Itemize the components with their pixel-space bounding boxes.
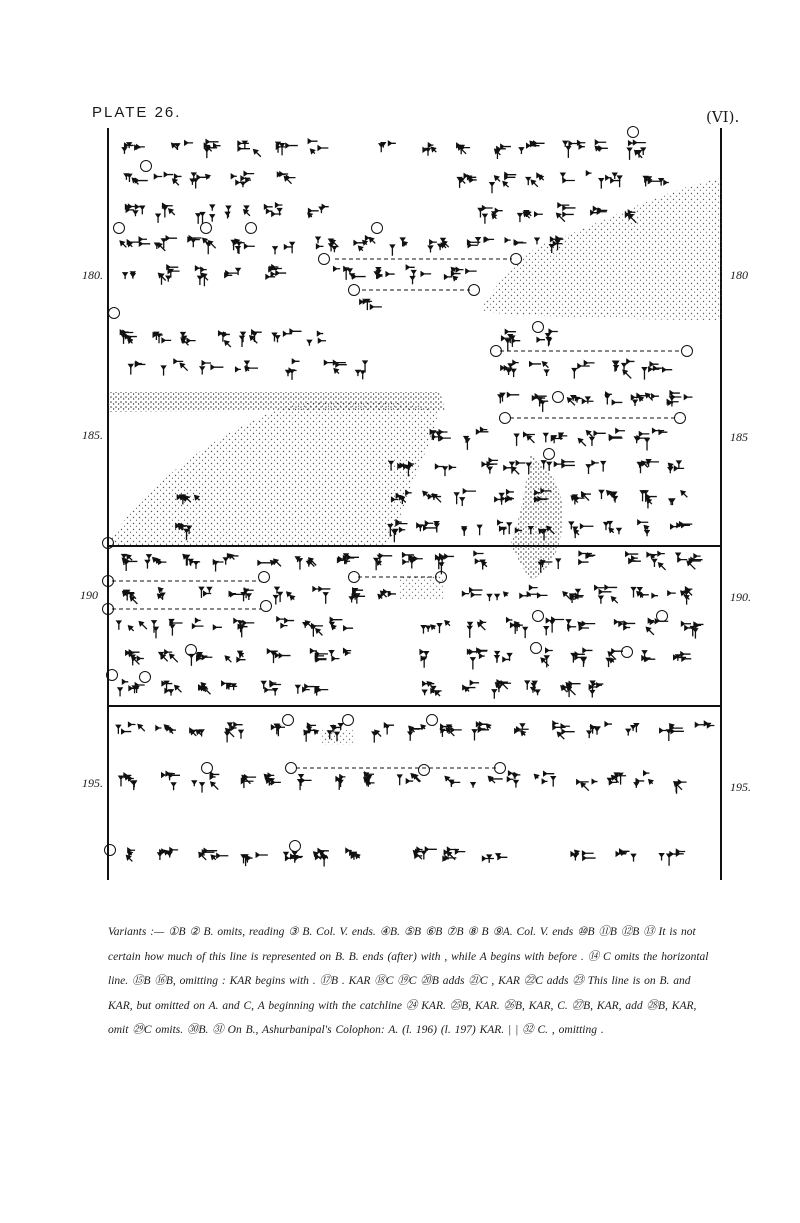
line-number-right-185: 185 <box>730 430 748 444</box>
cuneiform-sign <box>577 780 598 791</box>
cuneiform-sign <box>660 849 686 865</box>
cuneiform-sign <box>430 430 451 441</box>
cuneiform-sign <box>535 489 552 502</box>
reference-numeral-circle <box>682 346 693 357</box>
cuneiform-sign <box>272 329 301 342</box>
cuneiform-sign <box>579 551 595 564</box>
cuneiform-sign <box>443 847 465 860</box>
cuneiform-sign <box>668 461 684 473</box>
line-number-left-185: 185. <box>82 428 103 442</box>
cuneiform-sign <box>159 650 178 662</box>
cuneiform-sign <box>350 588 365 604</box>
reference-numeral-circle <box>349 572 360 583</box>
cuneiform-sign <box>609 429 625 440</box>
reference-numeral-circle <box>372 223 383 234</box>
cuneiform-sign <box>435 464 456 476</box>
cuneiform-sign <box>388 520 407 542</box>
cuneiform-sign <box>604 521 621 534</box>
cuneiform-sign <box>605 392 622 404</box>
cuneiform-sign <box>199 587 211 598</box>
cuneiform-sign <box>641 491 657 509</box>
cuneiform-sign <box>172 141 193 150</box>
cuneiform-sign <box>520 586 548 598</box>
reference-numeral-circle <box>343 715 354 726</box>
cuneiform-sign <box>505 238 526 245</box>
cuneiform-sign <box>258 559 281 566</box>
cuneiform-sign <box>379 141 396 152</box>
cuneiform-sign <box>158 848 178 860</box>
cuneiform-sign <box>625 210 636 223</box>
line-number-right-180: 180 <box>730 268 748 282</box>
cuneiform-sign <box>304 723 318 741</box>
cuneiform-sign <box>222 681 237 690</box>
cuneiform-sign <box>196 205 214 224</box>
cuneiform-sign <box>123 590 138 604</box>
reference-numeral-circle <box>491 346 502 357</box>
cuneiform-sign <box>414 847 437 859</box>
cuneiform-sign <box>226 206 250 218</box>
cuneiform-sign <box>463 681 479 692</box>
cuneiform-sign <box>118 680 145 697</box>
cuneiform-sign <box>127 848 136 861</box>
column-label: (VI). <box>706 108 740 126</box>
cuneiform-sign <box>303 621 323 637</box>
line-number-right-190: 190. <box>730 590 751 604</box>
reference-numeral-circle <box>202 763 213 774</box>
reference-numeral-circle <box>109 308 120 319</box>
cuneiform-sign <box>398 774 421 786</box>
cuneiform-sign <box>563 589 584 602</box>
cuneiform-sign <box>572 361 594 379</box>
cuneiform-sign <box>515 724 529 736</box>
cuneiform-sign <box>526 173 543 186</box>
reference-numeral-circle <box>427 715 438 726</box>
cuneiform-sign <box>515 432 535 445</box>
reference-numeral-circle <box>103 604 114 615</box>
cuneiform-sign <box>571 492 591 504</box>
cuneiform-sign <box>328 724 343 742</box>
cuneiform-sign <box>232 239 255 254</box>
reference-numeral-circle <box>511 254 522 265</box>
cuneiform-sign <box>240 330 262 347</box>
cuneiform-sign <box>498 521 523 535</box>
cuneiform-sign <box>129 362 146 375</box>
cuneiform-sign <box>274 587 294 604</box>
cuneiform-sign <box>632 587 658 597</box>
reference-numeral-circle <box>531 643 542 654</box>
cuneiform-sign <box>314 849 329 867</box>
cuneiform-sign <box>242 853 268 866</box>
cuneiform-sign <box>487 592 507 601</box>
reference-numeral-circle <box>628 127 639 138</box>
cuneiform-sign <box>541 648 553 667</box>
line-number-left-180: 180. <box>82 268 103 282</box>
cuneiform-sign <box>525 681 539 695</box>
cuneiform-sign <box>626 724 638 736</box>
cuneiform-sign <box>464 428 488 450</box>
cuneiform-sign <box>225 268 240 277</box>
cuneiform-sign <box>364 772 375 787</box>
cuneiform-sign <box>557 203 576 221</box>
cuneiform-sign <box>262 681 281 695</box>
cuneiform-sign <box>498 393 519 404</box>
cuneiform-sign <box>674 652 692 661</box>
cuneiform-sign <box>544 617 564 635</box>
cuneiform-sign <box>156 204 175 223</box>
cuneiform-sign <box>156 725 176 734</box>
reference-numeral-circle <box>105 845 116 856</box>
cuneiform-sign <box>519 141 544 154</box>
cuneiform-sign <box>120 237 150 247</box>
cuneiform-sign <box>296 557 317 570</box>
reference-numeral-circle <box>140 672 151 683</box>
cuneiform-sign <box>495 490 514 505</box>
cuneiform-sign <box>421 621 450 634</box>
cuneiform-sign <box>544 433 567 443</box>
cuneiform-sign <box>267 649 290 663</box>
cuneiform-sign <box>561 171 592 182</box>
cuneiform-sign <box>406 265 431 284</box>
cuneiform-sign <box>634 771 652 788</box>
cuneiform-sign <box>642 362 672 379</box>
cuneiform-sign <box>334 267 366 280</box>
cuneiform-sign <box>569 522 593 538</box>
cuneiform-sign <box>236 361 258 371</box>
reference-numeral-circle <box>201 223 212 234</box>
cuneiform-sign <box>553 721 575 739</box>
cuneiform-sign <box>458 174 477 188</box>
cuneiform-sign <box>126 650 144 665</box>
cuneiform-sign <box>276 142 298 155</box>
reference-numeral-circle <box>349 285 360 296</box>
cuneiform-sign <box>607 649 623 667</box>
cuneiform-sign <box>628 141 646 160</box>
cuneiform-sign <box>273 242 294 254</box>
cuneiform-sign <box>468 237 495 247</box>
cuneiform-sign <box>308 205 329 218</box>
cuneiform-sign <box>199 849 228 860</box>
cuneiform-sign <box>571 850 596 860</box>
cuneiform-sign <box>642 651 655 662</box>
cuneiform-sign <box>542 460 575 471</box>
cuneiform-sign <box>122 555 137 571</box>
cuneiform-sign <box>120 330 137 344</box>
reference-numeral-circle <box>319 254 330 265</box>
cuneiform-sign <box>495 652 512 663</box>
cuneiform-sign <box>271 724 285 736</box>
cuneiform-sign <box>204 140 220 158</box>
cuneiform-sign <box>568 396 594 406</box>
cuneiform-sign <box>338 554 359 564</box>
reference-numeral-circle <box>500 413 511 424</box>
cuneiform-sign <box>277 172 295 184</box>
cuneiform-sign <box>192 772 219 792</box>
cuneiform-sign <box>587 461 606 474</box>
cuneiform-sign <box>591 207 608 215</box>
reference-numeral-circle <box>283 715 294 726</box>
cuneiform-sign <box>296 685 328 696</box>
cuneiform-sign <box>615 620 636 630</box>
cuneiform-sign <box>676 553 702 569</box>
cuneiform-sign <box>375 268 395 279</box>
cuneiform-sign <box>638 520 649 536</box>
cuneiform-sign <box>284 852 303 863</box>
cuneiform-sign <box>162 772 180 791</box>
cuneiform-sign <box>374 554 392 570</box>
cuneiform-sign <box>159 265 180 285</box>
cuneiform-sign <box>613 359 634 378</box>
cuneiform-sign <box>238 141 261 157</box>
cuneiform-sign <box>378 590 396 599</box>
cuneiform-sign <box>567 620 596 632</box>
cuneiform-sign <box>502 330 521 351</box>
cuneiform-sign <box>225 723 243 743</box>
reference-numeral-circle <box>419 765 430 776</box>
cuneiform-sign <box>535 236 563 253</box>
reference-numeral-circle <box>114 223 125 234</box>
cuneiform-sign <box>372 723 394 742</box>
cuneiform-sign <box>561 682 581 697</box>
variants-apparatus: Variants :— ①B ② B. omits, reading ③ B. Col. V. ends. ④B. ⑤B ⑥B ⑦B ⑧ B ⑨A. Col. V. ends ⑩B ⑪B ⑫B ⑬ It is not certain how much of this line is represented on B. B. ends (after) with , while A begins with before . ⑭ C omits the horizontal line. ⑮B ⑯B, omitting : KAR begins with . ⑰B . KAR ⑱C ⑲C ⑳B adds ㉑C , KAR ㉒C adds ㉓ This line is on B. and KAR, but omitted on A. and C, A beginning with the catchline ㉔ KAR. ㉕B, KAR. ㉖B, KAR, C. ㉗B, KAR, add ㉘B, KAR, omit ㉙C omits. ㉚B. ㉛ On B., Ashurbanipal's Colophon: A. (l. 196) (l. 197) KAR. | | ㉜ C. , omitting . <box>108 926 709 1036</box>
cuneiform-sign <box>354 236 375 251</box>
cuneiform-sign <box>468 620 486 637</box>
cuneiform-sign <box>336 775 345 790</box>
cuneiform-sign <box>478 206 502 224</box>
cuneiform-sign <box>162 359 188 375</box>
cuneiform-sign <box>176 524 191 540</box>
cuneiform-sign <box>390 238 407 256</box>
cuneiform-sign <box>266 265 286 279</box>
cuneiform-sign <box>298 775 311 791</box>
cuneiform-sign <box>635 429 668 451</box>
cuneiform-sign <box>638 460 659 474</box>
cuneiform-sign <box>310 649 327 662</box>
cuneiform-sign <box>286 359 300 380</box>
line-number-left-190: 190 <box>80 588 98 602</box>
cuneiform-sign <box>199 683 211 694</box>
cuneiform-sign <box>587 722 612 738</box>
cuneiform-sign <box>457 143 470 154</box>
cuneiform-sign <box>417 521 439 532</box>
reference-numeral-circle <box>246 223 257 234</box>
reference-numeral-circle <box>103 538 114 549</box>
cuneiform-sign <box>631 393 659 406</box>
cuneiform-sign <box>117 621 147 631</box>
cuneiform-sign <box>241 775 256 788</box>
reference-numeral-circle <box>103 576 114 587</box>
cuneiform-sign <box>455 489 476 506</box>
cuneiform-sign <box>153 332 171 343</box>
cuneiform-sign <box>219 331 231 347</box>
cuneiform-sign <box>177 495 199 504</box>
cuneiform-sign <box>124 174 147 184</box>
reference-numeral-circle <box>495 763 506 774</box>
cuneiform-sign <box>445 268 477 281</box>
cuneiform-sign <box>154 173 181 186</box>
cuneiform-sign <box>330 618 353 631</box>
cuneiform-sign <box>189 653 212 666</box>
cuneiform-sign <box>234 619 254 638</box>
cuneiform-sign <box>616 849 635 861</box>
cuneiform-sign <box>183 555 200 569</box>
cuneiform-sign <box>445 776 460 787</box>
reference-numeral-circle <box>259 572 270 583</box>
cuneiform-sign <box>307 332 326 346</box>
cuneiform-sign <box>507 771 520 787</box>
cuneiform-sign <box>436 554 454 574</box>
cuneiform-sign <box>181 332 196 345</box>
cuneiform-sign <box>589 681 603 697</box>
cuneiform-sign <box>423 491 441 502</box>
reference-numeral-circle <box>622 647 633 658</box>
cuneiform-sign <box>495 145 511 159</box>
cuneiform-sign <box>440 725 461 737</box>
cuneiform-sign <box>158 588 165 600</box>
cuneiform-sign <box>408 725 425 741</box>
reference-numeral-circle <box>286 763 297 774</box>
cuneiform-sign <box>428 238 448 252</box>
reference-numeral-circle <box>553 392 564 403</box>
cuneiform-sign <box>116 722 144 733</box>
cuneiform-sign <box>188 236 216 254</box>
cuneiform-sign <box>644 176 669 186</box>
cuneiform-sign <box>192 618 221 629</box>
cuneiform-sign <box>190 728 204 736</box>
cuneiform-sign <box>195 266 208 286</box>
cuneiform-sign <box>608 773 626 785</box>
cuneiform-sign <box>231 172 254 188</box>
cuneiform-sign <box>324 361 346 374</box>
cuneiform-sign <box>595 585 618 603</box>
reference-numeral-circle <box>141 161 152 172</box>
cuneiform-sign <box>155 236 177 251</box>
cuneiform-sign <box>360 299 382 310</box>
cuneiform-sign <box>145 555 166 569</box>
cuneiform-sign <box>599 173 621 188</box>
cuneiform-sign <box>681 622 703 639</box>
line-number-right-195: 195. <box>730 780 751 794</box>
cuneiform-sign <box>225 651 245 662</box>
cuneiform-sign <box>599 490 617 502</box>
cuneiform-sign <box>490 173 516 194</box>
cuneiform-sign <box>530 362 549 376</box>
reference-numeral-circle <box>533 322 544 333</box>
cuneiform-sign <box>571 648 592 666</box>
cuneiform-sign <box>277 617 294 628</box>
cuneiform-sign <box>403 553 423 569</box>
cuneiform-sign <box>667 391 692 406</box>
cuneiform-sign <box>504 461 531 474</box>
cuneiform-sign <box>471 776 503 787</box>
cuneiform-sign <box>462 588 482 597</box>
reference-numeral-circle <box>657 611 668 622</box>
reference-numeral-circle <box>107 670 118 681</box>
cuneiform-sign <box>563 141 585 158</box>
cuneiform-sign <box>420 650 428 668</box>
cuneiform-sign <box>125 204 144 216</box>
cuneiform-sign <box>472 722 490 740</box>
cuneiform-sign <box>162 681 181 695</box>
cuneiform-sign <box>539 559 561 573</box>
cuneiform-sign <box>462 525 481 536</box>
cuneiform-sign <box>507 618 528 638</box>
cuneiform-sign <box>389 461 414 476</box>
cuneiform-sign <box>313 587 330 604</box>
cuneiform-sign <box>264 773 280 785</box>
cuneiform-sign <box>669 491 687 505</box>
cuneiform-sign <box>152 620 183 639</box>
cuneiform-sign <box>468 648 488 669</box>
cuneiform-sign <box>119 773 136 790</box>
reference-numeral-circle <box>261 601 272 612</box>
cuneiform-sign <box>529 526 555 540</box>
cuneiform-sign <box>474 551 487 569</box>
cuneiform-sign <box>200 361 223 374</box>
reference-numeral-circle <box>533 611 544 622</box>
cuneiform-sign <box>423 682 442 696</box>
cuneiform-sign <box>316 237 338 252</box>
cuneiform-sign <box>308 139 328 153</box>
cuneiform-sign <box>482 854 507 863</box>
cuneiform-sign <box>578 431 605 446</box>
cuneiform-sign <box>595 140 608 151</box>
plate-title: PLATE 26. <box>92 104 182 121</box>
line-number-left-195: 195. <box>82 776 103 790</box>
cuneiform-sign <box>532 394 548 412</box>
cuneiform-sign <box>626 552 641 563</box>
cuneiform-sign <box>123 272 135 279</box>
cuneiform-sign <box>535 772 556 787</box>
cuneiform-sign <box>356 361 367 379</box>
reference-numeral-circle <box>290 841 301 852</box>
cuneiform-sign <box>392 491 412 504</box>
cuneiform-sign <box>330 649 352 661</box>
cuneiform-sign <box>213 554 238 572</box>
reference-numeral-circle <box>675 413 686 424</box>
cuneiform-sign <box>122 143 144 154</box>
cuneiform-sign <box>423 143 436 156</box>
cuneiform-sign <box>190 173 209 188</box>
cuneiform-sign <box>647 552 666 570</box>
cuneiform-sign <box>482 458 498 473</box>
cuneiform-sign <box>518 211 543 222</box>
cuneiform-sign <box>660 724 684 741</box>
cuneiform-sign <box>671 522 693 529</box>
cuneiform-sign <box>264 203 282 216</box>
reference-numeral-circle <box>544 449 555 460</box>
cuneiform-sign <box>695 721 714 727</box>
cuneiform-sign <box>501 361 519 378</box>
reference-numeral-circle <box>469 285 480 296</box>
cuneiform-sign <box>674 780 686 794</box>
cuneiform-sign <box>346 849 360 860</box>
cuneiform-sign <box>668 587 693 604</box>
cuneiform-sign <box>492 680 511 699</box>
cuneiform-sign <box>229 588 253 601</box>
